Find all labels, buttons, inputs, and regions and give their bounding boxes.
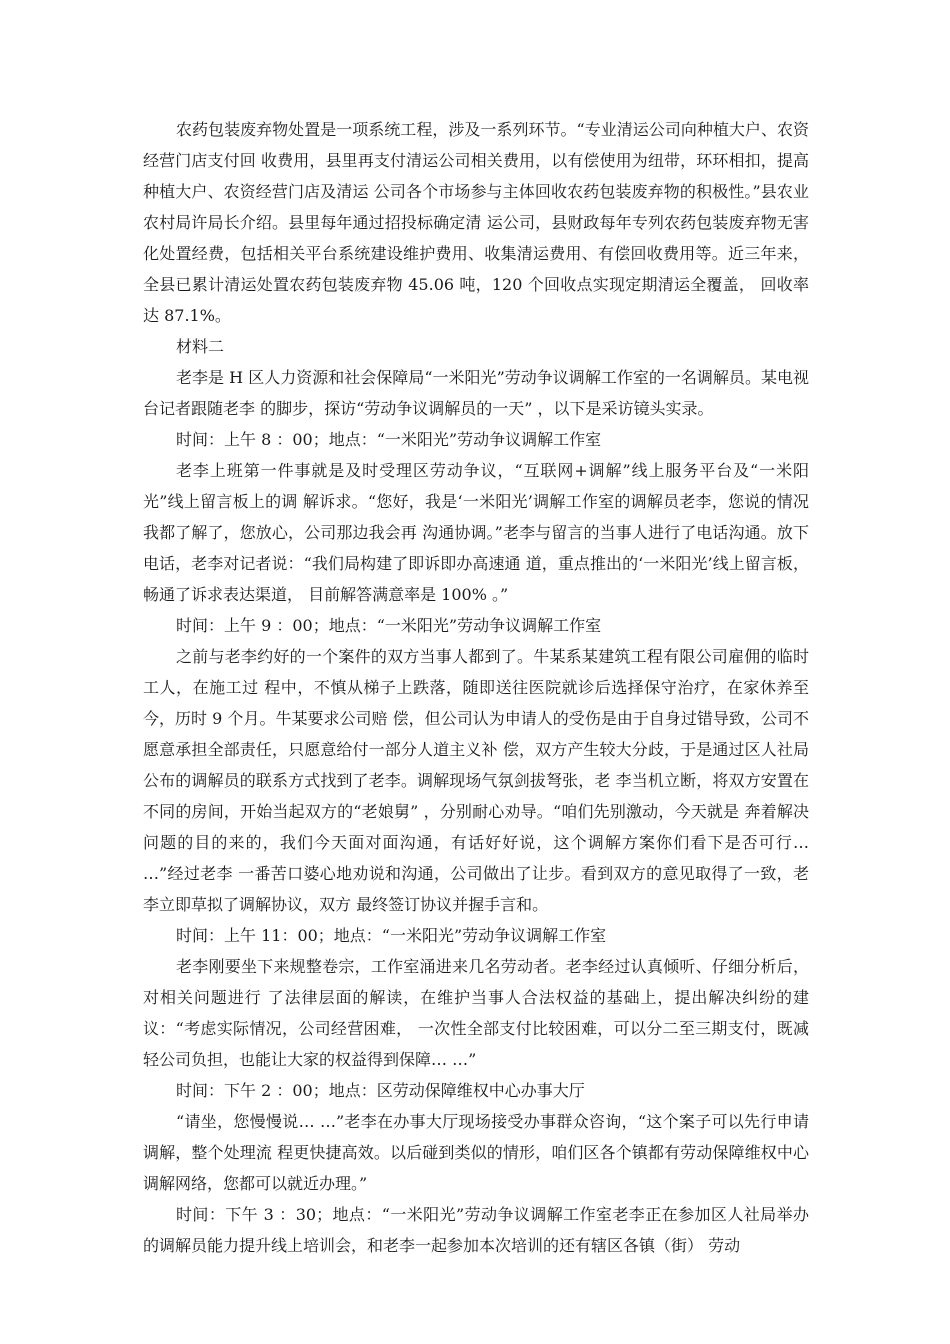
time-heading-11am: 时间：上午 11：00；地点：“一米阳光”劳动争议调解工作室 [176, 926, 607, 945]
time-heading-9am: 时间：上午 9 ：00；地点：“一米阳光”劳动争议调解工作室 [176, 616, 602, 635]
paragraph-330pm: 时间：下午 3 ：30；地点：“一米阳光”劳动争议调解工作室老李正在参加区人社局举办的调解员能力提升线上培训会，和老李一起参加本次培训的还有辖区各镇（街） 劳动 [143, 1205, 809, 1255]
time-heading-2pm: 时间：下午 2 ：00；地点：区劳动保障维权中心办事大厅 [176, 1081, 585, 1100]
document-body [143, 114, 809, 1261]
section-heading-material-two: 材料二 [176, 337, 225, 356]
paragraph-9am: 之前与老李约好的一个案件的双方当事人都到了。牛某系某建筑工程有限公司雇佣的临时工人，在施工过 程中，不慎从梯子上跌落，随即送往医院就诊后选择保守治疗，在家休养至今，历时 9 个月。牛某要求公司赔 偿，但公司认为申请人的受伤是由于自身过错导致，公司不愿意承担全部责任，只愿意给付一部分人道主义补 偿，双方产生较大分歧，于是通过区人社局公布的调解员的联系方式找到了老李。调解现场气氛剑拔弩张，老 李当机立断，将双方安置在不同的房间，开始当起双方的“老娘舅” ，分别耐心劝导。“咱们先别激动，今天就是 奔着解决问题的目的来的，我们今天面对面沟通，有话好好说，这个调解方案你们看下是否可行… …”经过老李 一番苦口婆心地劝说和沟通，公司做出了让步。看到双方的意见取得了一致，老李立即草拟了调解协议，双方 最终签订协议并握手言和。 [143, 647, 809, 914]
paragraph-intro: 老李是 H 区人力资源和社会保障局“一米阳光”劳动争议调解工作室的一名调解员。某电视台记者跟随老李 的脚步，探访“劳动争议调解员的一天” ，以下是采访镜头实录。 [143, 368, 809, 418]
paragraph-disposal: 农药包装废弃物处置是一项系统工程，涉及一系列环节。“专业清运公司向种植大户、农资经营门店支付回 收费用，县里再支付清运公司相关费用，以有偿使用为纽带，环环相扣，提高种植大户、农资经营门店及清运 公司各个市场参与主体回收农药包装废弃物的积极性。”县农业农村局许局长介绍。县里每年通过招投标确定清 运公司，县财政每年专列农药包装废弃物无害化处置经费，包括相关平台系统建设维护费用、收集清运费用、有偿回收费用等。近三年来，全县已累计清运处置农药包装废弃物 45.06 吨，120 个回收点实现定期清运全覆盖， 回收率达 87.1%。 [143, 120, 809, 325]
paragraph-11am: 老李刚要坐下来规整卷宗，工作室涌进来几名劳动者。老李经过认真倾听、仔细分析后，对相关问题进行 了法律层面的解读，在维护当事人合法权益的基础上，提出解决纠纷的建议：“考虑实际情况，公司经营困难， 一次性全部支付比较困难，可以分二至三期支付，既减轻公司负担，也能让大家的权益得到保障… …” [143, 957, 809, 1069]
time-heading-8am: 时间：上午 8 ：00；地点：“一米阳光”劳动争议调解工作室 [176, 430, 602, 449]
paragraph-8am: 老李上班第一件事就是及时受理区劳动争议，“互联网+调解”线上服务平台及“一米阳光”线上留言板上的调 解诉求。“您好，我是‘一米阳光’调解工作室的调解员老李，您说的情况我都了解了，您放心，公司那边我会再 沟通协调。”老李与留言的当事人进行了电话沟通。放下电话，老李对记者说：“我们局构建了即诉即办高速通 道，重点推出的‘一米阳光’线上留言板，畅通了诉求表达渠道， 目前解答满意率是 100% 。” [143, 461, 809, 604]
paragraph-2pm: “请坐，您慢慢说… …”老李在办事大厅现场接受办事群众咨询，“这个案子可以先行申请调解，整个处理流 程更快捷高效。以后碰到类似的情形，咱们区各个镇都有劳动保障维权中心调解网络，您都可以就近办理。” [143, 1112, 809, 1193]
